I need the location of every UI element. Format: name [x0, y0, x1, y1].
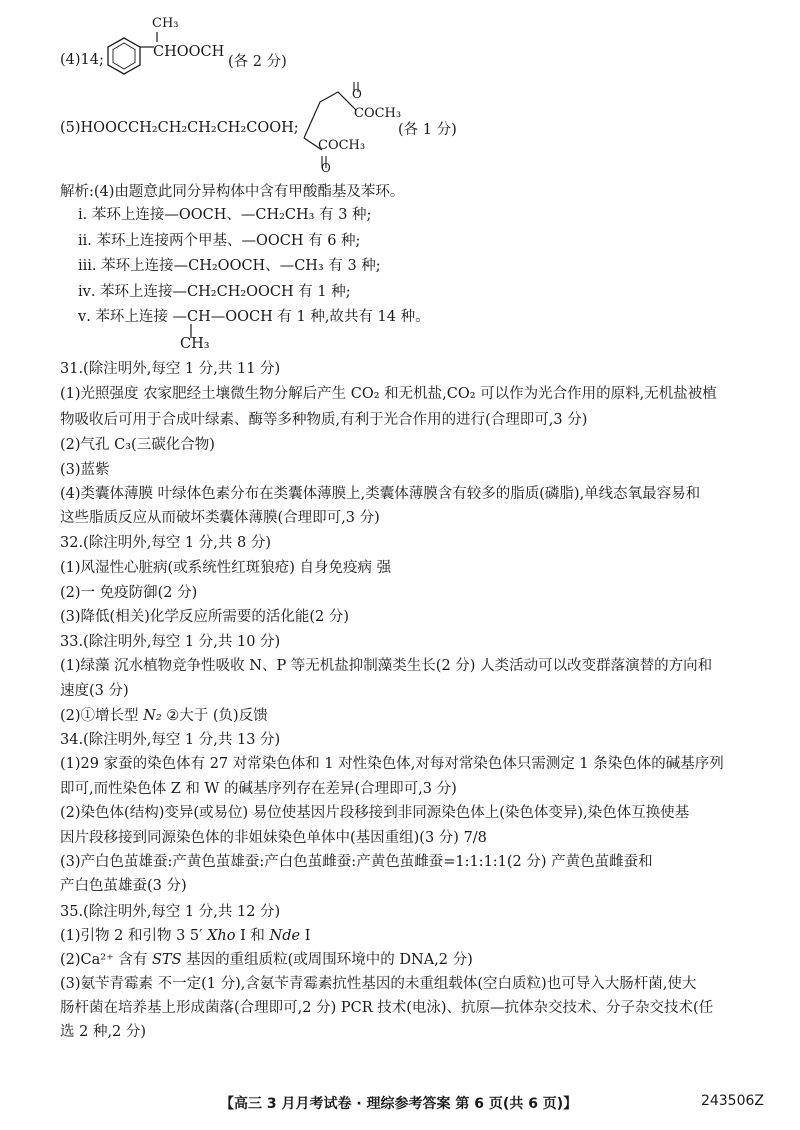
- q30-p5-formula: (5)HOOCCH₂CH₂CH₂CH₂COOH;: [60, 120, 299, 136]
- diester-skeleton-structure: [290, 82, 400, 182]
- q34-head: 34.(除注明外,每空 1 分,共 13 分): [60, 732, 281, 748]
- q34-p2-b: 因片段移接到同源染色体的非姐妹染色单体中(基因重组)(3 分) 7/8: [60, 830, 487, 846]
- q34-p3-a: (3)产白色茧雄蚕:产黄色茧雄蚕:产白色茧雌蚕:产黄色茧雌蚕=1:1:1:1(2 分) 产黄色茧雌蚕和: [60, 854, 653, 870]
- q31-p4-b: 这些脂质反应从而破坏类囊体薄膜(合理即可,3 分): [60, 510, 380, 526]
- q35-head: 35.(除注明外,每空 1 分,共 12 分): [60, 904, 281, 920]
- q35-p1-a: (1)引物 2 和引物 3 5′: [60, 928, 208, 944]
- footer-title: 【高三 3 月月考试卷 · 理综参考答案 第 6 页(共 6 页)】: [220, 1096, 578, 1112]
- q33-p2-a: (2)①增长型: [60, 708, 144, 724]
- footer-code: 243506Z: [700, 1093, 764, 1109]
- q30-p4-prefix: (4)14;: [60, 52, 104, 68]
- q30-item-ii: ⅱ. 苯环上连接两个甲基、—OOCH 有 6 种;: [78, 233, 361, 249]
- q30-p4-group: CHOOCH: [153, 44, 225, 60]
- q30-item-i: ⅰ. 苯环上连接—OOCH、—CH₂CH₃ 有 3 种;: [78, 207, 372, 223]
- q35-p1-nde: Nde: [269, 928, 301, 944]
- q33-p1-a: (1)绿藻 沉水植物竞争性吸收 N、P 等无机盐抑制藻类生长(2 分) 人类活动可以改变群落演替的方向和: [60, 658, 713, 674]
- q30-p4-score: (各 2 分): [228, 54, 287, 70]
- q32-p3: (3)降低(相关)化学反应所需要的活化能(2 分): [60, 609, 350, 625]
- q34-p1-b: 即可,而性染色体 Z 和 W 的碱基序列存在差异(合理即可,3 分): [60, 781, 457, 797]
- q33-p2-n2: N₂: [143, 708, 162, 724]
- q30-p5-och3-top: COCH₃: [354, 106, 402, 121]
- q30-item-iv: ⅳ. 苯环上连接—CH₂CH₂OOCH 有 1 种;: [78, 284, 351, 300]
- q31-head: 31.(除注明外,每空 1 分,共 11 分): [60, 361, 281, 377]
- q30-item-v: ⅴ. 苯环上连接 —CH—OOCH 有 1 种,故共有 14 种。: [78, 309, 430, 325]
- q33-p2-b: ②大于 (负)反馈: [161, 708, 268, 724]
- q33-p2: [60, 706, 268, 726]
- q35-p2-sts: STS: [151, 952, 182, 968]
- q30-p5-o-bottom: O: [321, 161, 331, 175]
- q30-p5-och3-bottom: COCH₃: [318, 138, 366, 153]
- q35-p3-a: (3)氨苄青霉素 不一定(1 分),含氨苄青霉素抗性基因的未重组载体(空白质粒)也可导入大肠杆菌,使大: [60, 976, 697, 992]
- q31-p4-a: (4)类囊体薄膜 叶绿体色素分布在类囊体薄膜上,类囊体薄膜含有较多的脂质(磷脂),单线态氧最容易和: [60, 486, 701, 502]
- q35-p1: [60, 926, 310, 946]
- q32-head: 32.(除注明外,每空 1 分,共 8 分): [60, 535, 271, 551]
- q34-p1-a: (1)29 家蚕的染色体有 27 对常染色体和 1 对性染色体,对每对常染色体只需测定 1 条染色体的碱基序列: [60, 756, 724, 772]
- q35-p2-a: (2)Ca²⁺ 含有: [60, 952, 152, 968]
- q35-p1-i1: Ⅰ 和: [235, 928, 270, 944]
- q32-p2: (2)一 免疫防御(2 分): [60, 585, 198, 601]
- page-footer: [0, 1093, 800, 1115]
- q31-p1-a: (1)光照强度 农家肥经土壤微生物分解后产生 CO₂ 和无机盐,CO₂ 可以作为光合作用的原料,无机盐被植: [60, 386, 717, 402]
- p4-ch3-label: CH₃: [152, 16, 179, 31]
- q35-p3-c: 选 2 种,2 分): [60, 1024, 147, 1040]
- q33-head: 33.(除注明外,每空 1 分,共 10 分): [60, 634, 281, 650]
- q33-p1-b: 速度(3 分): [60, 683, 129, 699]
- q34-p2-a: (2)染色体(结构)变异(或易位) 易位使基因片段移接到非同源染色体上(染色体变异),染色体互换使基: [60, 805, 690, 821]
- q30-analysis-title: 解析:(4)由题意此同分异构体中含有甲酸酯基及苯环。: [60, 184, 405, 200]
- q30-p5-o-top: O: [352, 87, 362, 101]
- q31-p3: (3)蓝紫: [60, 462, 110, 478]
- q35-p2-b: 基因的重组质粒(或周围环境中的 DNA,2 分): [181, 952, 473, 968]
- q30-p5-score: (各 1 分): [398, 122, 457, 138]
- q31-p2: (2)气孔 C₃(三碳化合物): [60, 437, 215, 453]
- q35-p1-xho: Xho: [207, 928, 236, 944]
- q35-p3-b: 肠杆菌在培养基上形成菌落(合理即可,2 分) PCR 技术(电泳)、抗原—抗体杂交技术、分子杂交技术(任: [60, 1000, 714, 1016]
- q35-p2: [60, 950, 473, 970]
- q35-p1-i2: Ⅰ: [300, 928, 311, 944]
- q34-p3-b: 产白色茧雄蚕(3 分): [60, 878, 187, 894]
- q30-item-iii: ⅲ. 苯环上连接—CH₂OOCH、—CH₃ 有 3 种;: [78, 258, 381, 274]
- q31-p1-b: 物吸收后可用于合成叶绿素、酶等多种物质,有利于光合作用的进行(合理即可,3 分): [60, 412, 588, 428]
- q32-p1: (1)风湿性心脏病(或系统性红斑狼疮) 自身免疫病 强: [60, 560, 392, 576]
- q30-item-v-ch3: CH₃: [180, 336, 210, 352]
